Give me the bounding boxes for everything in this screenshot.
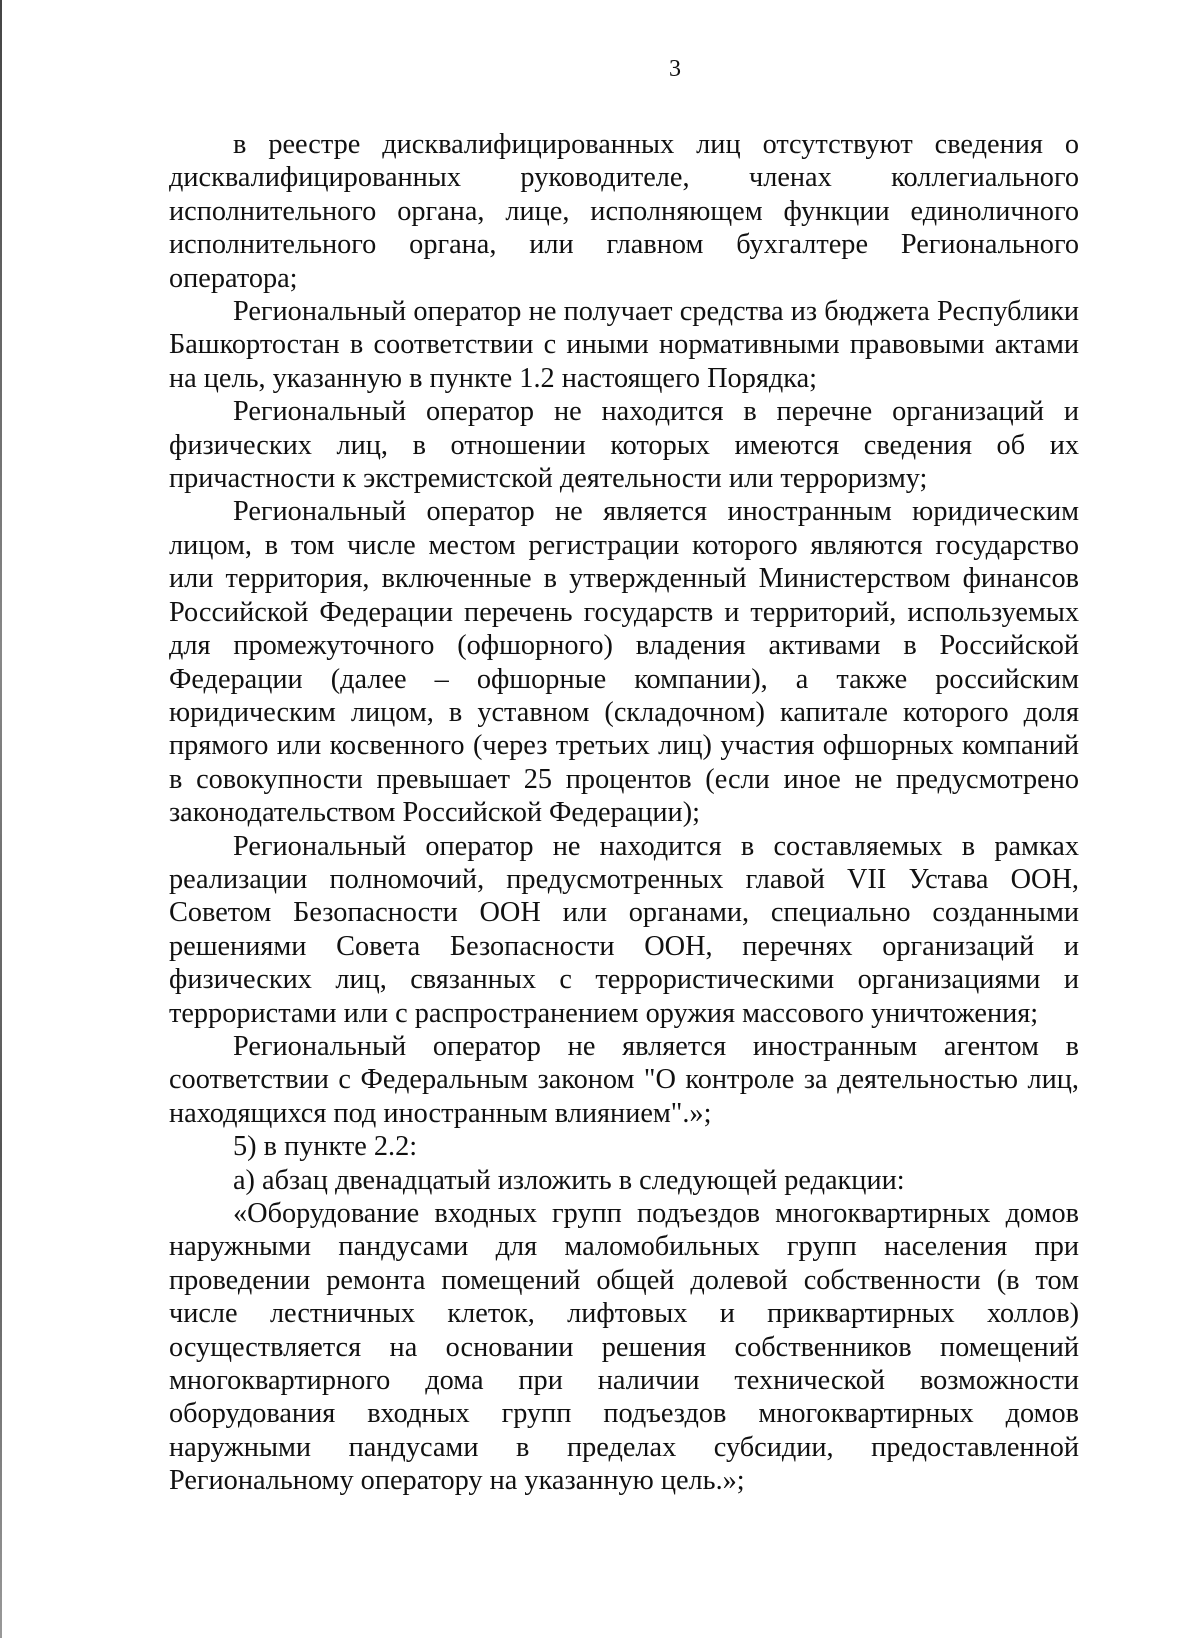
paragraph-foreign-agent: Региональный оператор не является иностранным агентом в соответствии с Федеральным законом "О контроле за деятельностью лиц, находящихся под иностранным влиянием".»; <box>169 1030 1079 1129</box>
paragraph-item-5: 5) в пункте 2.2: <box>233 1131 418 1163</box>
paragraph-extremism-list: Региональный оператор не находится в перечне организаций и физических лиц, в отношении которых имеются сведения об их причастности к экстремистской деятельности или терроризму; <box>169 396 1079 495</box>
paragraph-budget-funds: Региональный оператор не получает средства из бюджета Республики Башкортостан в соответствии с иными нормативными правовыми актами на цель, указанную в пункте 1.2 настоящего Порядка; <box>169 296 1079 394</box>
scan-edge <box>0 0 2 1638</box>
document-body <box>169 128 1079 1498</box>
paragraph-offshore-companies: Региональный оператор не является иностранным юридическим лицом, в том числе местом регистрации которого являются государство или территория, включенные в утвержденный Министерством финансов Российской Федерации перечень государств и территорий, используемых для промежуточного (офшорного) владения активами в Российской Федерации (далее – офшорные компании), а также российским юридическим лицом, в уставном (складочном) капитале которого доля прямого или косвенного (через третьих лиц) участия офшорных компаний в совокупности превышает 25 процентов (если иное не предусмотрено законодательством Российской Федерации); <box>169 496 1079 829</box>
page-number: 3 <box>669 56 681 82</box>
paragraph-ramps-equipment: «Оборудование входных групп подъездов многоквартирных домов наружными пандусами для маломобильных групп населения при проведении ремонта помещений общей долевой собственности (в том числе лестничных клеток, лифтовых и приквартирных холлов) осуществляется на основании решения собственников помещений многоквартирного дома при наличии технической возможности оборудования входных групп подъездов многоквартирных домов наружными пандусами в пределах субсидии, предоставленной Региональному оператору на указанную цель.»; <box>169 1198 1079 1497</box>
paragraph-subitem-a: а) абзац двенадцатый изложить в следующей редакции: <box>233 1164 905 1196</box>
paragraph-un-lists: Региональный оператор не находится в составляемых в рамках реализации полномочий, предусмотренных главой VII Устава ООН, Советом Безопасности ООН или органами, специально созданными решениями Совета Безопасности ООН, перечнях организаций и физических лиц, связанных с террористическими организациями и террористами или с распространением оружия массового уничтожения; <box>169 830 1079 1029</box>
paragraph-disqualified-persons: в реестре дисквалифицированных лиц отсутствуют сведения о дисквалифицированных руководителе, членах коллегиального исполнительного органа, лице, исполняющем функции единоличного исполнительного органа, или главном бухгалтере Регионального оператора; <box>169 129 1079 294</box>
